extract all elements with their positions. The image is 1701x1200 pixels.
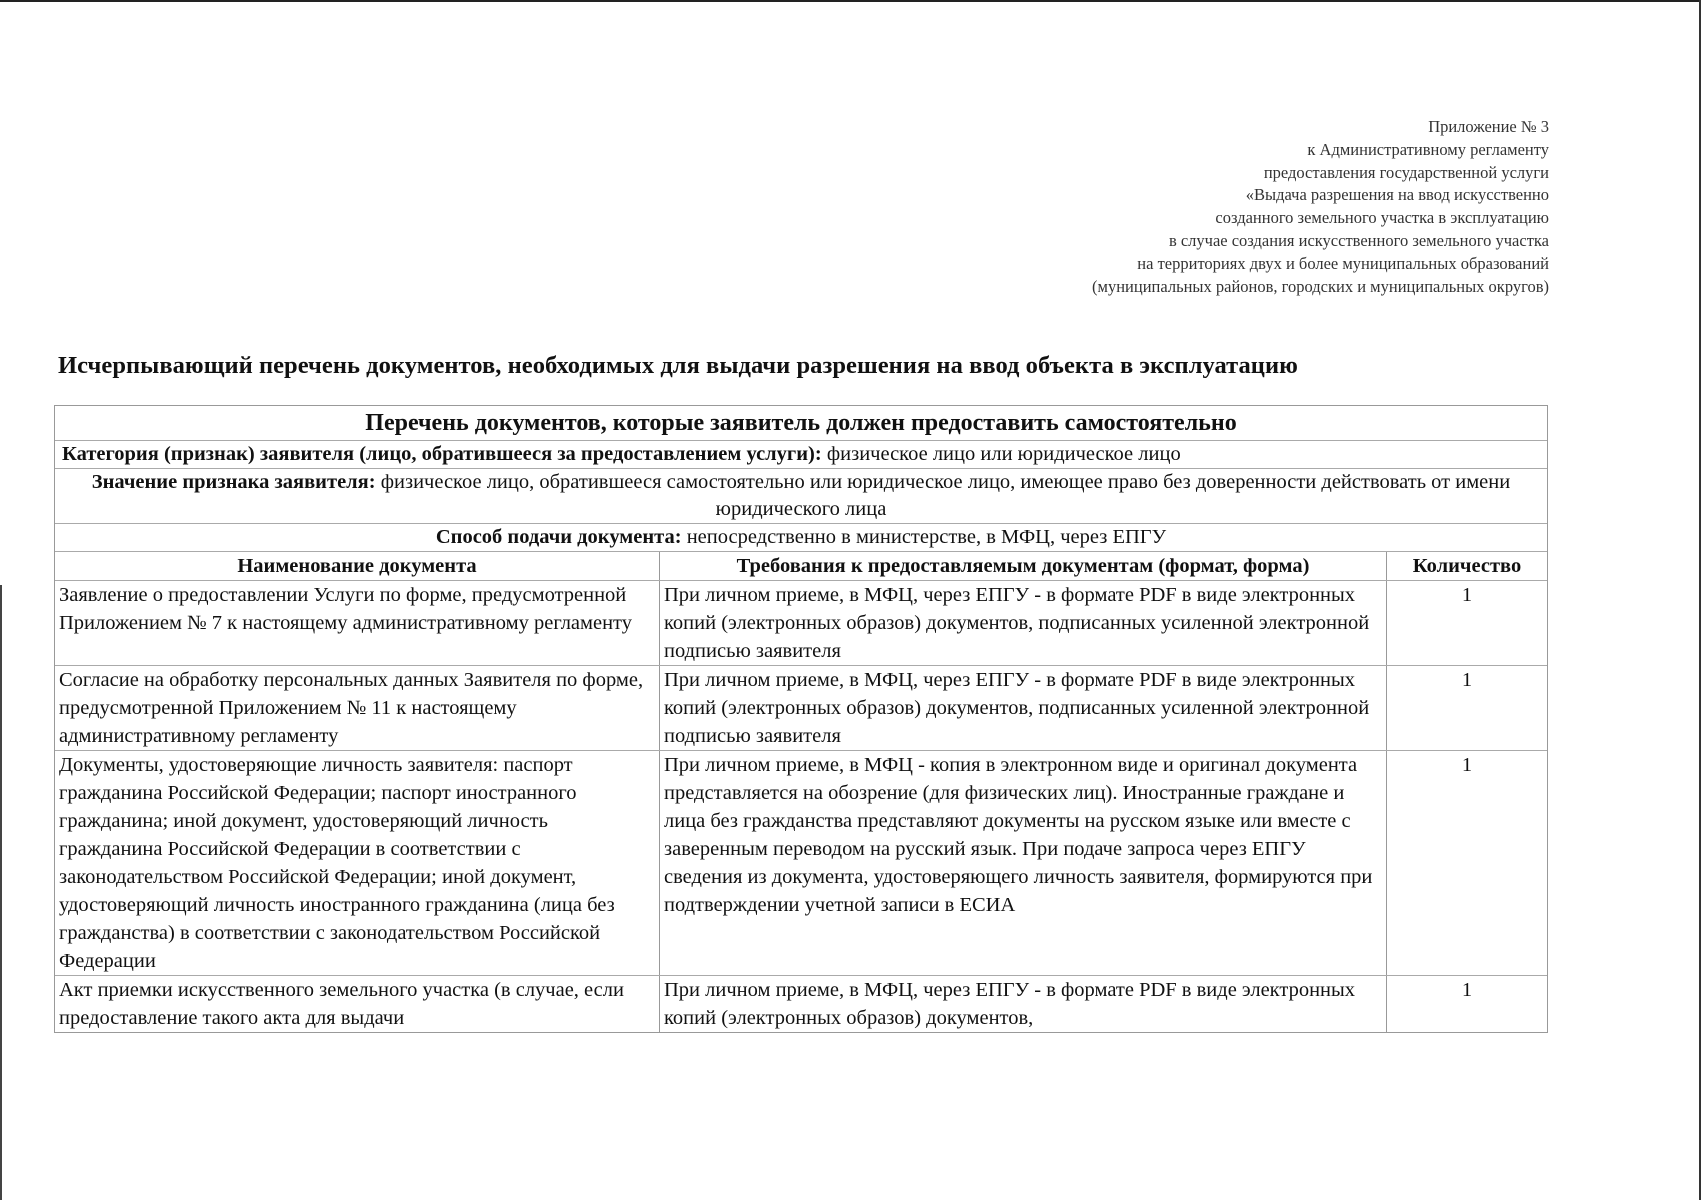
document-requirements-cell: При личном приеме, в МФЦ, через ЕПГУ - в формате PDF в виде электронных копий (электронных образов) документов, подписанных усиленной электронной подписью заявителя	[660, 666, 1387, 750]
table-row	[55, 581, 1547, 666]
applicant-category-row	[55, 441, 1547, 469]
appendix-line: на территориях двух и более муниципальных образований	[1137, 253, 1549, 273]
applicant-attribute-value: физическое лицо, обратившееся самостоятельно или юридическое лицо, имеющее право без доверенности действовать от имени юридического лица	[380, 471, 1511, 520]
document-title: Исчерпывающий перечень документов, необходимых для выдачи разрешения на ввод объекта в эксплуатацию	[58, 352, 1298, 379]
document-requirements-cell: При личном приеме, в МФЦ - копия в электронном виде и оригинал документа представляется на обозрение (для физических лиц). Иностранные граждане и лица без гражданства представляют документы на русском языке или вместе с заверенным переводом на русский язык. При подаче запроса через ЕПГУ сведения из документа, удостоверяющего личность заявителя, формируются при подтверждении учетной записи в ЕСИА	[660, 751, 1387, 975]
column-header-name: Наименование документа	[55, 552, 660, 580]
document-requirements-cell: При личном приеме, в МФЦ, через ЕПГУ - в формате PDF в виде электронных копий (электронных образов) документов,	[660, 976, 1387, 1032]
document-name-cell: Согласие на обработку персональных данных Заявителя по форме, предусмотренной Приложением № 11 к настоящему административному регламенту	[55, 666, 660, 750]
document-quantity-cell: 1	[1461, 669, 1473, 691]
scan-edge-top	[0, 0, 1701, 2]
applicant-category-label: Категория (признак) заявителя (лицо, обратившееся за предоставлением услуги):	[62, 443, 822, 465]
appendix-line: в случае создания искусственного земельного участка	[1168, 230, 1549, 250]
document-name-cell: Заявление о предоставлении Услуги по форме, предусмотренной Приложением № 7 к настоящему административному регламенту	[55, 581, 660, 665]
submission-method-row	[55, 524, 1547, 552]
scan-edge-left	[0, 585, 2, 1200]
applicant-category-value: физическое лицо или юридическое лицо	[826, 443, 1181, 465]
submission-method-value: непосредственно в министерстве, в МФЦ, через ЕПГУ	[686, 526, 1167, 548]
document-quantity-cell: 1	[1461, 754, 1473, 776]
table-row	[55, 751, 1547, 976]
appendix-line: созданного земельного участка в эксплуатацию	[1215, 208, 1549, 228]
submission-method-label: Способ подачи документа:	[435, 526, 682, 548]
appendix-line: (муниципальных районов, городских и муниципальных округов)	[1092, 276, 1549, 296]
applicant-attribute-label: Значение признака заявителя:	[91, 471, 376, 493]
column-header-requirements: Требования к предоставляемым документам (формат, форма)	[660, 552, 1387, 580]
column-header-quantity: Количество	[1412, 555, 1522, 577]
document-name-cell: Документы, удостоверяющие личность заявителя: паспорт гражданина Российской Федерации; паспорт иностранного гражданина; иной документ, удостоверяющий личность гражданина Российской Федерации в соответствии с законодательством Российской Федерации; иной документ, удостоверяющий личность иностранного гражданина (лица без гражданства) в соответствии с законодательством Российской Федерации	[55, 751, 660, 975]
appendix-line: предоставления государственной услуги	[1263, 162, 1549, 182]
appendix-line: к Административному регламенту	[1307, 139, 1549, 159]
document-quantity-cell: 1	[1461, 979, 1473, 1001]
appendix-line: Приложение № 3	[1428, 117, 1549, 136]
table-section-title: Перечень документов, которые заявитель должен предоставить самостоятельно	[55, 406, 1547, 441]
applicant-attribute-row	[55, 469, 1547, 524]
appendix-line: «Выдача разрешения на ввод искусственно	[1245, 185, 1549, 205]
appendix-header	[909, 116, 1549, 298]
document-name-cell: Акт приемки искусственного земельного участка (в случае, если предоставление такого акта для выдачи	[55, 976, 660, 1032]
documents-table	[54, 405, 1548, 1033]
table-row	[55, 666, 1547, 751]
table-row	[55, 976, 1547, 1032]
table-header-row	[55, 552, 1547, 581]
document-requirements-cell: При личном приеме, в МФЦ, через ЕПГУ - в формате PDF в виде электронных копий (электронных образов) документов, подписанных усиленной электронной подписью заявителя	[660, 581, 1387, 665]
document-quantity-cell: 1	[1461, 584, 1473, 606]
